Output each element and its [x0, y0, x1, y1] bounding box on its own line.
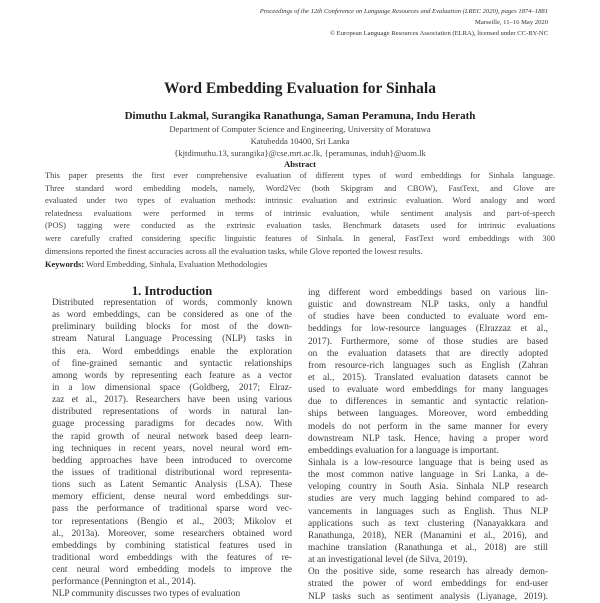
text-line: due to differences in semantic and syntactic relation- [308, 397, 548, 408]
text-line: This paper presents the first ever comprehensive evaluation of different types of word embeddings for Sinhala language. [45, 171, 555, 180]
location-date: Marseille, 11–16 May 2020 [474, 19, 548, 26]
text-line: of fine-grained semantic and syntactic relationships [52, 358, 292, 369]
text-line: in a low dimensional space (Goldberg, 2017; Elraz- [52, 382, 292, 393]
text-line: NLP community discusses two types of evaluation [52, 589, 241, 600]
text-line: stream Natural Language Processing (NLP) tasks in [52, 334, 292, 345]
text-line: vancements in languages such as English. Thus NLP [308, 506, 548, 517]
text-line: (POS) tagging were conducted as the extrinsic evaluation tasks. Benchmark datasets used for intrinsic evaluations [45, 221, 555, 231]
text-line: ships between languages. Moreover, word embedding [308, 409, 548, 420]
text-line: ing different word embeddings based on various lin- [308, 288, 548, 298]
text-line: bedding approaches have been introduced to overcome [52, 455, 292, 466]
text-line: guage processing paradigms for decades now. With [52, 419, 292, 430]
text-line: Sinhala is a low-resource language that is being used as [308, 457, 548, 468]
text-line: ing techniques in recent years, novel neural word em- [52, 443, 292, 454]
text-line: cent neural word embedding models to improve the [52, 565, 292, 576]
text-line: 2017). Furthermore, some of those studies are based [308, 336, 548, 347]
text-line: preliminary building blocks for most of the down- [52, 322, 292, 333]
left-column-text [52, 297, 292, 601]
text-line: used to evaluate word embeddings for many languages [308, 385, 548, 396]
section-heading-introduction: 1. Introduction [131, 284, 213, 298]
text-line: embeddings by combining statistical features used in [52, 540, 292, 551]
text-line: al., 2013a). Moreover, some researchers obtained word [52, 528, 292, 539]
text-line: Ranathunga, 2018), NER (Manamini et al., 2016), and [308, 530, 548, 541]
text-line: Distributed representation of words, commonly known [52, 298, 292, 308]
text-line: downstream NLP task. Hence, having a proper word [308, 433, 548, 444]
text-line: distributed representations of words in natural lan- [52, 407, 292, 418]
text-line: applications such as text clustering (Nanayakkara and [308, 518, 548, 529]
text-line: evaluated under two types of evaluation methods: intrinsic evaluation and extrinsic evaluation. Word analogy and word [45, 196, 555, 206]
text-line: the rapid growth of neural network based deep learn- [52, 431, 292, 442]
text-line: tor representations (Bengio et al., 2003; Mikolov et [52, 516, 292, 527]
right-column-text [308, 287, 548, 603]
text-line: Three standard word embedding models, namely, Word2Vec (both Skipgram and CBOW), FastText, and Glove are [45, 183, 555, 193]
author-list: Dimuthu Lakmal, Surangika Ranathunga, Saman Peramuna, Indu Herath [124, 110, 476, 122]
abstract-heading: Abstract [284, 159, 316, 169]
text-line: memory efficient, dense neural word embeddings sur- [52, 492, 292, 503]
text-line: studies are very much lagging behind compared to ad- [308, 494, 548, 505]
text-line: on the evaluation datasets that are directly adopted [308, 348, 548, 359]
text-line: models do not perform in the same manner for every [308, 421, 548, 432]
text-line: of studies have been conducted to evaluate word em- [308, 312, 548, 323]
text-line: relatedness evaluations were performed in terms of intrinsic evaluation, while sentiment analysis and part-of-speech [45, 208, 555, 218]
text-line: NLP tasks such as sentiment analysis (Liyanage, 2019). [308, 591, 548, 602]
text-line: performance (Pennington et al., 2014). [52, 577, 196, 588]
text-line: were carefully crafted considering specific linguistic features of Sinhala. In general, FastText word embeddings with 300 [45, 233, 555, 243]
text-line: On the positive side, some research has already demon- [308, 567, 548, 578]
text-line: at an investigational level (de Silva, 2019). [308, 555, 468, 566]
text-line: et al., 2015). Translated evaluation datasets cannot be [308, 372, 548, 383]
text-line: veloping country in South Asia. Sinhala NLP research [308, 482, 548, 493]
text-line: machine translation (Ranathunga et al., 2018) are still [308, 542, 548, 553]
proceedings-header: Proceedings of the 12th Conference on Language Resources and Evaluation (LREC 2020), pages 1874–1881 [259, 8, 548, 15]
text-line: traditional word embeddings with the features of re- [52, 552, 292, 563]
text-line: the issues of traditional distributional word representa- [52, 467, 292, 478]
text-line: strated the power of word embeddings for end-user [308, 579, 548, 590]
text-line: as word embeddings, can be considered as one of the [52, 310, 292, 321]
keywords-label: Keywords: [45, 260, 85, 269]
text-line: the most common native language in Sri Lanka, a de- [308, 470, 548, 481]
text-line: zaz et al., 2017). Researchers have been using various [52, 395, 292, 406]
author-emails: {kjtdimuthu.13, surangika}@cse.mrt.ac.lk, {peramunas, induh}@uom.lk [174, 148, 426, 158]
text-line: from resource-rich languages such as English (Zahran [308, 360, 548, 371]
text-line: dimensions reported the finest accuracies across all the evaluation tasks, while Glove reported the lowest results. [45, 246, 423, 256]
text-line: beddings for low-resource languages (Elrazzaz et al., [308, 324, 548, 335]
keywords-value: Word Embedding, Sinhala, Evaluation Methodologies [84, 260, 268, 269]
text-line: embeddings evaluation for a language is important. [308, 445, 499, 456]
abstract-body [45, 170, 555, 258]
text-line: pass the performance of traditional sparse word vec- [52, 504, 292, 515]
text-line: among words by representing each feature as a vector [52, 370, 292, 381]
license-notice: © European Language Resources Association (ELRA), licensed under CC-BY-NC [330, 30, 548, 37]
affiliation-address: Katubedda 10400, Sri Lanka [250, 136, 350, 146]
text-line: tions such as Latent Semantic Analysis (LSA). These [52, 480, 292, 491]
text-line: this era. Word embeddings enable the exploration [52, 346, 292, 357]
paper-title: Word Embedding Evaluation for Sinhala [164, 80, 436, 97]
keywords [45, 260, 267, 269]
text-line: guistic and downstream NLP tasks, only a handful [308, 300, 548, 311]
affiliation-department: Department of Computer Science and Engineering, University of Moratuwa [169, 124, 431, 134]
